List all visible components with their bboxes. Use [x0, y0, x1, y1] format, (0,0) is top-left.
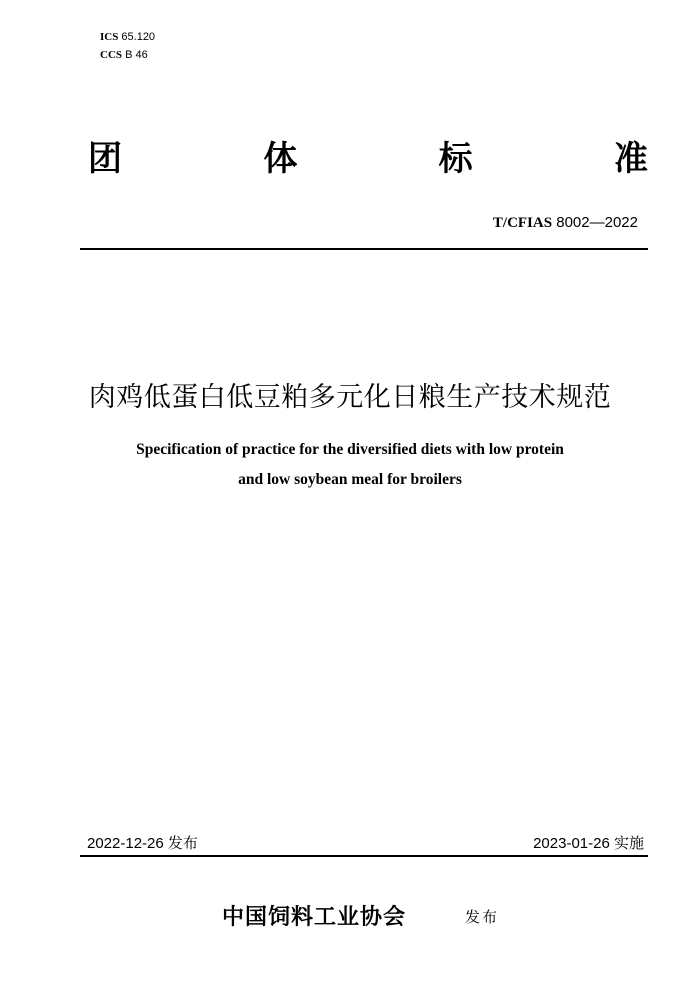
standard-type-heading [88, 130, 648, 180]
ics-label: ICS [100, 31, 119, 43]
ics-value: 65.120 [121, 31, 156, 43]
implementation-date-label: 实施 [613, 835, 644, 852]
implementation-date [533, 832, 644, 853]
standard-number-prefix: T/CFIAS [492, 215, 553, 231]
publisher-label: 发布 [465, 908, 500, 926]
issue-date-value: 2022-12-26 [87, 835, 164, 852]
title-english-line-2: and low soybean meal for broilers [238, 471, 462, 488]
standard-type-char: 团 [88, 138, 122, 179]
standard-type-char: 标 [438, 138, 473, 179]
ics-code [100, 30, 155, 44]
ccs-code [100, 48, 148, 62]
ccs-label: CCS [100, 49, 123, 61]
top-divider [80, 248, 648, 250]
issue-date [87, 832, 198, 853]
publisher-name: 中国饲料工业协会 [222, 904, 407, 930]
issue-date-label: 发布 [167, 835, 198, 852]
standard-type-char: 体 [263, 138, 298, 179]
title-english-line-1: Specification of practice for the diversified diets with low protein [136, 441, 564, 458]
ccs-value: B 46 [125, 49, 148, 61]
standard-number-value: 8002—2022 [556, 214, 638, 231]
implementation-date-value: 2023-01-26 [533, 835, 610, 852]
standard-number [493, 214, 638, 232]
title-chinese: 肉鸡低蛋白低豆粕多元化日粮生产技术规范 [88, 382, 612, 413]
bottom-divider [80, 855, 648, 857]
standard-type-char: 准 [613, 138, 648, 179]
